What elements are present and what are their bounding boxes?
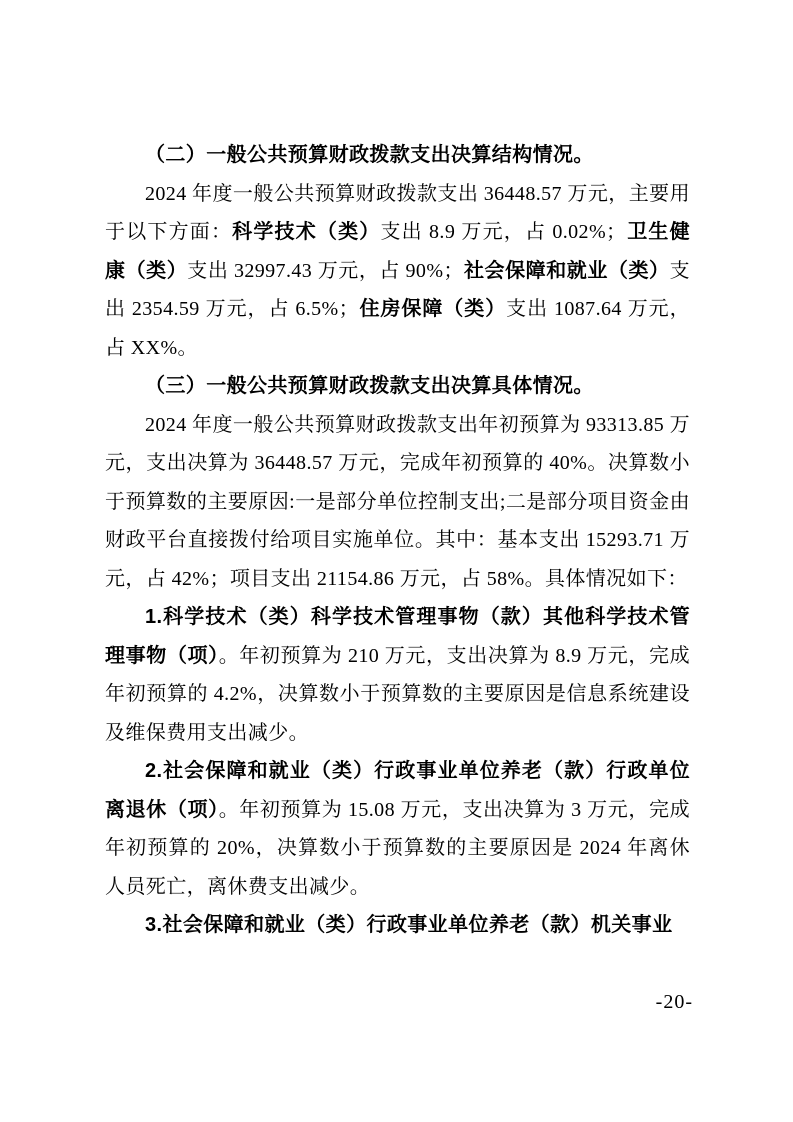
text-run: 支出 1087.64 万元，占 XX%。	[105, 298, 690, 359]
bold-text-run: 2.社会保障和就业（类）行政事业单位养老（款）行政单位离退休（项）	[105, 760, 690, 821]
bold-text-run: （三）一般公共预算财政拨款支出决算具体情况。	[145, 375, 594, 397]
document-body	[105, 136, 690, 945]
bold-text-run: 1.科学技术（类）科学技术管理事物（款）其他科学技术管理事物（项）	[105, 606, 690, 667]
bold-text-run: 科学技术（类）	[232, 221, 381, 243]
text-run: 支出 32997.43 万元，占 90%；	[187, 259, 464, 282]
paragraph	[105, 175, 690, 368]
bold-text-run: 卫生健康（类）	[105, 221, 690, 282]
text-run: 。年初预算为 210 万元，支出决算为 8.9 万元，完成年初预算的 4.2%，决算数小于预算数的主要原因是信息系统建设及维保费用支出减少。	[105, 644, 690, 744]
text-run: 2024 年度一般公共预算财政拨款支出 36448.57 万元，主要用于以下方面：	[105, 182, 690, 243]
paragraph	[105, 598, 690, 752]
bold-text-run: 社会保障和就业（类）	[463, 259, 670, 282]
text-run: 支出 2354.59 万元，占 6.5%；	[105, 259, 691, 320]
bold-text-run: 住房保障（类）	[359, 298, 507, 320]
bold-text-run: （二）一般公共预算财政拨款支出决算结构情况。	[145, 144, 594, 166]
section-heading	[105, 136, 690, 175]
paragraph	[105, 406, 690, 599]
text-run: 。年初预算为 15.08 万元，支出决算为 3 万元，完成年初预算的 20%，决算数小于预算数的主要原因是 2024 年离休人员死亡，离休费支出减少。	[105, 798, 690, 898]
bold-text-run: 3.社会保障和就业（类）行政事业单位养老（款）机关事业	[145, 914, 673, 936]
paragraph	[105, 906, 690, 945]
paragraph	[105, 752, 690, 906]
section-heading	[105, 367, 690, 406]
text-run: 支出 8.9 万元，占 0.02%；	[380, 221, 627, 243]
page-number: -20-	[655, 991, 693, 1013]
text-run: 2024 年度一般公共预算财政拨款支出年初预算为 93313.85 万元，支出决算为 36448.57 万元，完成年初预算的 40%。决算数小于预算数的主要原因:一是部分单位控制支出;二是部分项目资金由财政平台直接拨付给项目实施单位。其中：基本支出 15293.71 万元，占 42%；项目支出 21154.86 万元，占 58%。具体情况如下：	[105, 413, 690, 590]
